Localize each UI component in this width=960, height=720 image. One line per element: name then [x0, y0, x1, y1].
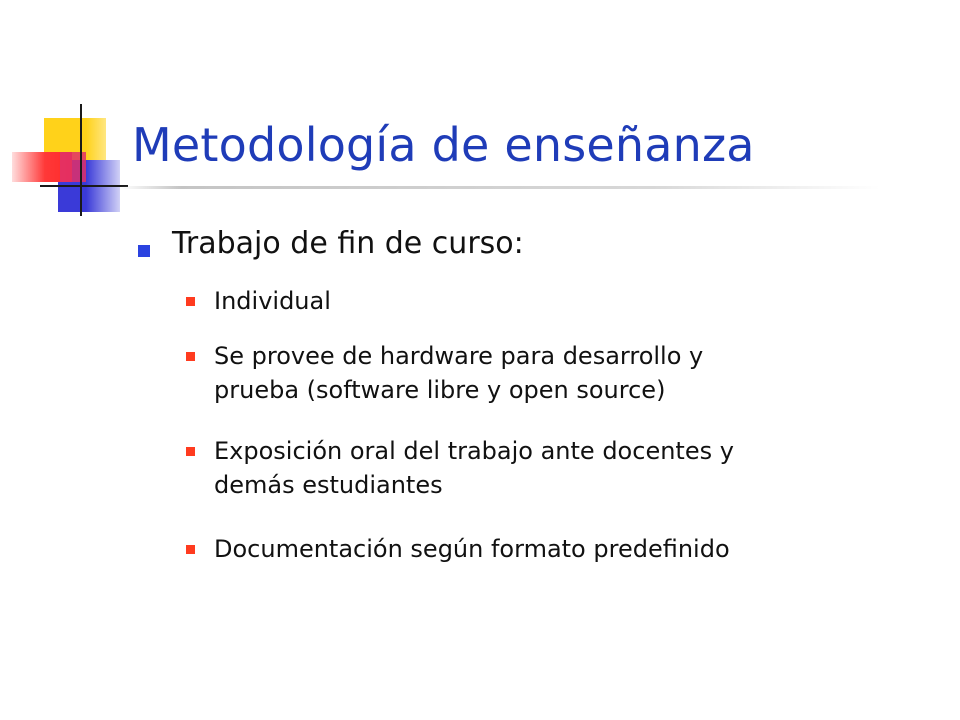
subbullet-line: Individual: [214, 287, 331, 315]
bullet-icon: [138, 245, 150, 257]
title-divider: [120, 186, 880, 189]
slide-logo-decoration: [0, 0, 140, 230]
subbullet-line: Se provee de hardware para desarrollo y: [214, 342, 704, 370]
fade-overlay: [86, 118, 126, 212]
subbullet-text: [214, 532, 914, 566]
subbullet-text: [214, 339, 914, 407]
subbullet-icon: [186, 352, 195, 361]
horizontal-line: [40, 185, 128, 187]
bullet-text: Trabajo de fin de curso:: [172, 226, 524, 261]
subbullet-text: [214, 434, 914, 502]
subbullet-line: demás estudiantes: [214, 471, 443, 499]
vertical-line: [80, 104, 82, 216]
subbullet-line: Documentación según formato predefinido: [214, 535, 730, 563]
subbullet-icon: [186, 545, 195, 554]
subbullet-line: prueba (software libre y open source): [214, 376, 666, 404]
subbullet-icon: [186, 447, 195, 456]
slide-title: Metodología de enseñanza: [132, 118, 755, 172]
subbullet-text: [214, 284, 914, 318]
subbullet-icon: [186, 297, 195, 306]
subbullet-line: Exposición oral del trabajo ante docentes y: [214, 437, 734, 465]
overlap-shape: [60, 152, 86, 182]
